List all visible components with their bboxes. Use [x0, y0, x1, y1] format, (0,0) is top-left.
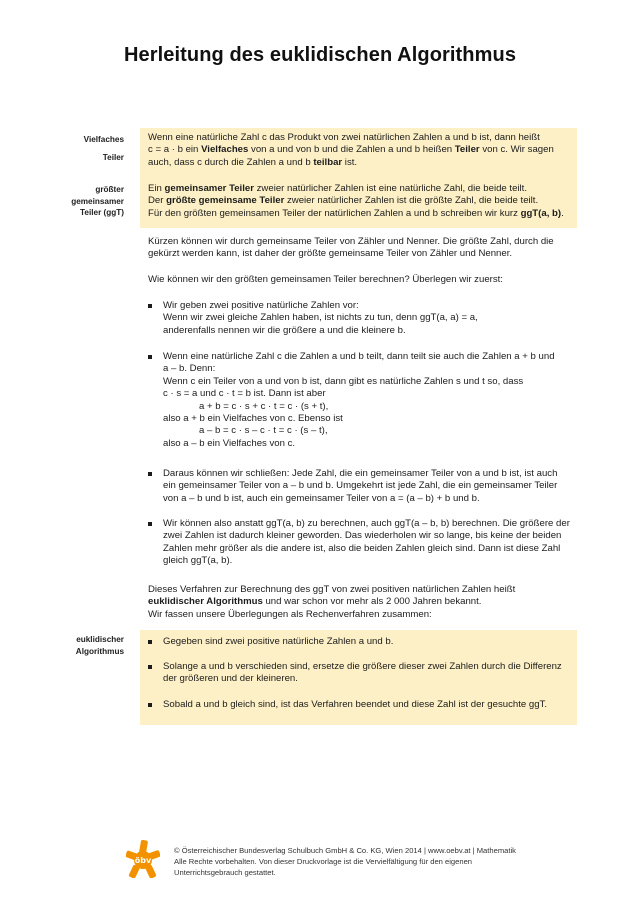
bullet-marker [148, 522, 152, 526]
list-item: Wir können also anstatt ggT(a, b) zu berechnen, auch ggT(a – b, b) berechnen. Die größere der zwei Zahlen ist dadurch kleiner geworden. Das wiederholen wir so lange, bis keine der beiden Zahlen mehr größer als die andere ist, also die beiden Zahlen gleich sind. Dann ist diese Zahl gleich ggT(a, b). [148, 518, 576, 568]
page-title: Herleitung des euklidischen Algorithmus [123, 44, 517, 66]
bullet-marker [148, 355, 152, 359]
paragraph-kuerzen: Kürzen können wir durch gemeinsame Teiler von Zähler und Nenner. Die größte Zahl, durch die gekürzt werden kann, ist daher der größte gemeinsame Teiler von Zähler und Nenner. [148, 236, 554, 260]
definition-ggt: Ein gemeinsamer Teiler zweier natürlicher Zahlen ist eine natürliche Zahl, die beide teilt. Der größte gemeinsame Teiler zweier natürlicher Zahlen ist die größte Zahl, die beide teilt. Für den größten gemeinsamen Teiler der natürlichen Zahlen a und b schreiben wir kurz ggT(a, b). [148, 183, 564, 219]
sidenote-euklid: euklidischer Algorithmus [75, 635, 124, 656]
list-item: Daraus können wir schließen: Jede Zahl, die ein gemeinsamer Teiler von a und b ist, ist auch ein gemeinsamer Teiler von a – b und b. Umgekehrt ist jede Zahl, die ein gemeinsamer Teiler von a – b und b ist, auch ein gemeinsamer Teiler von a = (a – b) + b und b. [148, 468, 576, 505]
logo-text: öbv [134, 856, 152, 865]
paragraph-verfahren: Dieses Verfahren zur Berechnung des ggT von zwei positiven natürlichen Zahlen heißt euklidischer Algorithmus und war schon vor mehr als 2 000 Jahren bekannt. Wir fassen unsere Überlegungen als Rechenverfahren zusammen: [148, 584, 516, 620]
sidenote-ggt: größter gemeinsamer Teiler (ggT) [71, 185, 124, 217]
list-item: Wir geben zwei positive natürliche Zahlen vor: Wenn wir zwei gleiche Zahlen haben, ist nichts zu tun, denn ggT(a, a) = a, anderenfalls nennen wir die größere a und die kleinere b. [148, 300, 576, 337]
paragraph-question: Wie können wir den größten gemeinsamen Teiler berechnen? Überlegen wir zuerst: [148, 274, 503, 285]
oebv-logo-icon [126, 840, 160, 878]
bullet-marker [148, 665, 152, 669]
list-item: Wenn eine natürliche Zahl c die Zahlen a und b teilt, dann teilt sie auch die Zahlen a + b und a – b. Denn: Wenn c ein Teiler von a und von b ist, dann gibt es natürliche Zahlen s und t so, dass c · s = a und c · t = b ist. Dann ist aber a + b = c · s + c · t = c · (s + t), also a + b ein Vielfaches von c. Ebenso ist a – b = c · s – c · t = c · (s – t), also a – b ein Vielfaches von c. [148, 351, 576, 450]
algorithm-step: Gegeben sind zwei positive natürliche Zahlen a und b. [148, 636, 576, 648]
bullet-marker [148, 304, 152, 308]
algorithm-step: Sobald a und b gleich sind, ist das Verfahren beendet und diese Zahl ist der gesuchte ggT. [148, 699, 576, 711]
bullet-marker [148, 703, 152, 707]
algorithm-step: Solange a und b verschieden sind, ersetze die größere dieser zwei Zahlen durch die Differenz der größeren und der kleineren. [148, 661, 576, 686]
sidenote-vielfaches: Vielfaches Teiler [83, 135, 124, 162]
footer: © Österreichischer Bundesverlag Schulbuch GmbH & Co. KG, Wien 2014 | www.oebv.at | Mathematik Alle Rechte vorbehalten. Von dieser Druckvorlage ist die Vervielfältigung für den eigenen Unterrichtsgebrauch gestattet. [174, 846, 516, 877]
definition-vielfaches: Wenn eine natürliche Zahl c das Produkt von zwei natürlichen Zahlen a und b ist, dann heißt c = a · b ein Vielfaches von a und von b und die Zahlen a und b heißen Teiler von c. Wir sagen auch, dass c durch die Zahlen a und b teilbar ist. [148, 132, 554, 168]
bullet-marker [148, 472, 152, 476]
bullet-marker [148, 640, 152, 644]
